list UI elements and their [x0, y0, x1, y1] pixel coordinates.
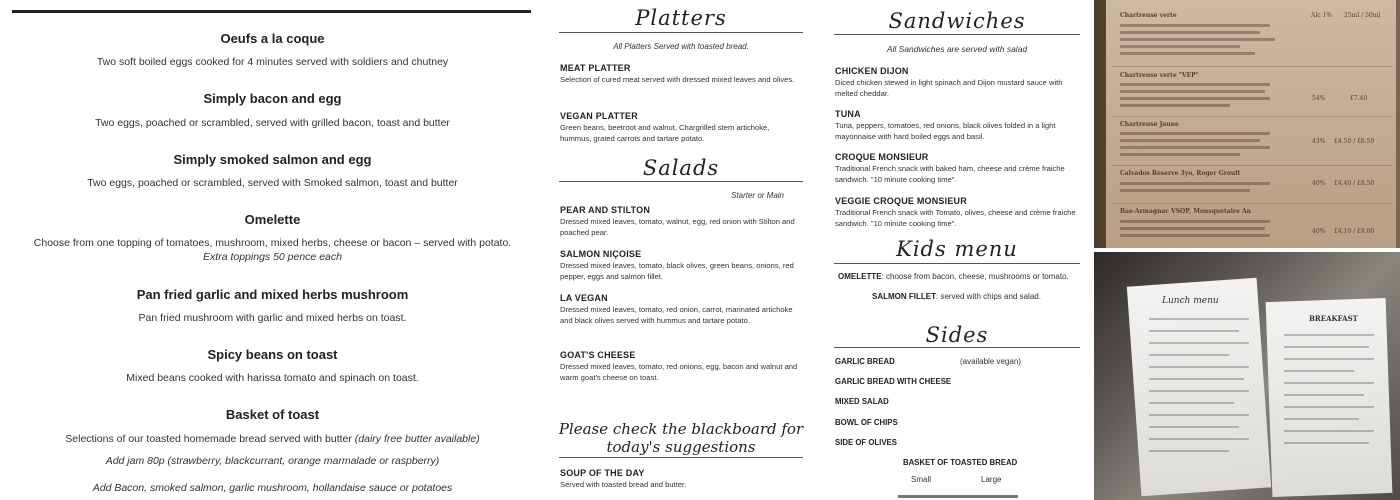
sheet-text-line — [1284, 430, 1374, 432]
sheet-text-line — [1149, 378, 1244, 380]
add-jam-note: Add jam 80p (strawberry, blackcurrant, orange marmalade or raspberry) — [105, 455, 440, 467]
board-row-abv: 40% — [1312, 228, 1326, 235]
section-title: Pan fried garlic and mixed herbs mushroom — [136, 287, 409, 302]
sheet-text-line — [1149, 330, 1239, 332]
divider — [834, 347, 1080, 348]
menu-item — [835, 195, 1079, 229]
board-text-line — [1120, 153, 1240, 156]
sides-title: Sides — [925, 323, 989, 347]
section-desc: Choose from one topping of tomatoes, mushroom, mixed herbs, cheese or bacon – served with potato. — [33, 237, 512, 249]
sheet-text-line — [1284, 334, 1374, 336]
side-item: SIDE OF OLIVES — [835, 438, 897, 447]
board-text-line — [1120, 189, 1250, 192]
item-name: CROQUE MONSIEUR — [835, 152, 929, 162]
board-text-line — [1120, 90, 1265, 93]
breakfast-menu-panel — [0, 0, 545, 500]
sheet-text-line — [1284, 418, 1359, 420]
blackboard-note — [553, 420, 809, 456]
item-desc: Diced chicken stewed in light spinach and Dijon mustard sauce with melted cheddar. — [835, 77, 1063, 98]
vegan-note: (available vegan) — [960, 357, 1021, 366]
board-row-abv: 54% — [1312, 95, 1326, 102]
platters-note: All Platters Served with toasted bread. — [613, 42, 749, 51]
sheet-text-line — [1284, 358, 1374, 360]
board-divider — [1112, 116, 1392, 117]
item-name: VEGAN PLATTER — [560, 111, 638, 121]
board-row-name: Chartreuse verte — [1120, 12, 1177, 19]
blackboard-line: Please check the blackboard for — [558, 420, 804, 438]
board-row-price: £4.10 / £9.00 — [1334, 228, 1375, 235]
board-text-line — [1120, 83, 1270, 86]
sheet-text-line — [1149, 402, 1234, 404]
salads-note: Starter or Main — [731, 191, 784, 200]
section-title: Basket of toast — [225, 407, 320, 422]
kids-salmon-desc: : served with chips and salad. — [936, 292, 1041, 301]
kids-omelette — [838, 272, 1069, 281]
side-item: GARLIC BREAD — [835, 357, 895, 366]
item-name: SALMON NIÇOISE — [560, 249, 642, 259]
board-row-name: Calvados Reserve 3yo, Roger Groult — [1120, 170, 1241, 177]
sheet-text-line — [1284, 406, 1374, 408]
board-row-price: 25ml / 50ml — [1344, 12, 1381, 19]
item-desc: Dressed mixed leaves, tomato, walnut, egg, red onion with Stilton and poached pear. — [560, 216, 795, 237]
board-row-price: £7.40 — [1350, 95, 1368, 102]
side-item: MIXED SALAD — [835, 397, 889, 406]
board-row-name: Chartreuse Jaune — [1120, 121, 1179, 128]
sheet-text-line — [1149, 438, 1249, 440]
board-row-abv: Alc 1% — [1311, 12, 1333, 19]
board-text-line — [1120, 24, 1270, 27]
board-row-price: £4.50 / £6.50 — [1334, 138, 1375, 145]
add-extras-note: Add Bacon, smoked salmon, garlic mushroom, hollandaise sauce or potatoes — [92, 482, 453, 494]
item-desc: Green beans, beetroot and walnut, Chargrilled stem artichoke, hummus, grated carrots and tartare potato. — [560, 122, 770, 143]
sandwiches-title: Sandwiches — [888, 9, 1026, 33]
size-small: Small — [911, 475, 932, 484]
menu-item — [835, 65, 1079, 99]
item-desc: Dressed mixed leaves, tomato, red onion, carrot, marinated artichoke and black olives served with hummus and tartare potato. — [560, 304, 793, 325]
item-name: PEAR AND STILTON — [560, 205, 651, 215]
menu-item — [560, 292, 800, 326]
menu-item — [560, 204, 800, 238]
board-text-line — [1120, 227, 1265, 230]
drinks-board-photo — [1094, 0, 1400, 248]
kids-salmon-label: SALMON FILLET — [872, 292, 936, 301]
board-row-name: Bas-Armagnac VSOP, Monsquetaire An — [1120, 208, 1251, 215]
section-title: Simply bacon and egg — [203, 91, 342, 106]
platters-salads-panel — [553, 0, 809, 500]
basket-toasted-bread: BASKET OF TOASTED BREAD — [903, 458, 1018, 467]
menu-item — [560, 467, 800, 491]
item-name: SOUP OF THE DAY — [560, 468, 645, 478]
section-desc: Two eggs, poached or scrambled, served with grilled bacon, toast and butter — [95, 117, 450, 129]
salads-title: Salads — [642, 156, 720, 180]
menu-item — [560, 62, 800, 86]
divider — [559, 457, 803, 458]
side-item: GARLIC BREAD WITH CHEESE — [835, 377, 952, 386]
section-title: Oeufs a la coque — [220, 31, 325, 46]
item-name: GOAT'S CHEESE — [560, 350, 636, 360]
kids-salmon — [872, 292, 1041, 301]
item-desc: Tuna, peppers, tomatoes, red onions, black olives folded in a light mayonnaise with hard boiled eggs and basil. — [835, 120, 1056, 141]
board-text-line — [1120, 139, 1260, 142]
board-row-price: £4.40 / £8.50 — [1334, 180, 1375, 187]
board-row-abv: 40% — [1312, 180, 1326, 187]
sheet-text-line — [1149, 450, 1229, 452]
item-name: VEGGIE CROQUE MONSIEUR — [835, 196, 967, 206]
sheet-text-line — [1149, 426, 1239, 428]
item-desc: Traditional French snack with baked ham, cheese and crème fraiche sandwich. "10 minute cooking time". — [835, 163, 1065, 184]
dairy-free-note: (dairy free butter available) — [354, 433, 480, 445]
item-name: LA VEGAN — [560, 293, 608, 303]
sheet-text-line — [1149, 354, 1229, 356]
kids-omelette-label: OMELETTE — [838, 272, 882, 281]
sandwiches-kids-sides-panel — [828, 0, 1086, 500]
board-divider — [1112, 66, 1392, 67]
divider — [559, 181, 803, 182]
lunch-menu-label: Lunch menu — [1162, 296, 1219, 306]
board-divider — [1112, 165, 1392, 166]
item-desc: Selection of cured meat served with dressed mixed leaves and olives. — [560, 74, 795, 84]
section-title: Spicy beans on toast — [207, 347, 338, 362]
divider — [559, 32, 803, 33]
menu-item — [835, 108, 1079, 142]
board-text-line — [1120, 104, 1230, 107]
item-desc: Traditional French snack with Tomato, olives, cheese and crème fraiche sandwich. "10 minute cooking time". — [835, 207, 1076, 228]
sheet-text-line — [1284, 346, 1369, 348]
board-text-line — [1120, 52, 1255, 55]
board-row-abv: 43% — [1312, 138, 1326, 145]
item-desc: Served with toasted bread and butter. — [560, 479, 687, 489]
board-text-line — [1120, 146, 1270, 149]
board-divider — [1112, 203, 1392, 204]
item-desc: Dressed mixed leaves, tomato, red onions, egg, bacon and walnut and warm goat's cheese on toast. — [560, 361, 798, 382]
blackboard-line: today's suggestions — [606, 438, 756, 456]
sandwiches-note: All Sandwiches are served with salad — [886, 44, 1028, 54]
section-desc: Two eggs, poached or scrambled, served with Smoked salmon, toast and butter — [87, 177, 458, 189]
board-text-line — [1120, 97, 1270, 100]
board-row-name: Chartreuse verte "VEP" — [1120, 72, 1199, 79]
item-name: MEAT PLATTER — [560, 63, 631, 73]
section-desc: Two soft boiled eggs cooked for 4 minutes served with soldiers and chutney — [96, 56, 449, 68]
section-title: Omelette — [244, 212, 301, 227]
section-desc — [0, 433, 545, 445]
sheet-text-line — [1149, 342, 1249, 344]
board-text-line — [1120, 234, 1270, 237]
sheet-text-line — [1149, 414, 1249, 416]
item-name: TUNA — [835, 109, 861, 119]
menu-item — [560, 349, 800, 383]
section-title: Simply smoked salmon and egg — [173, 152, 372, 167]
menu-item — [560, 248, 800, 282]
basket-desc: Selections of our toasted homemade bread served with butter — [65, 433, 352, 445]
lunch-menu-sheet — [1127, 278, 1271, 497]
breakfast-label: BREAKFAST — [1309, 314, 1358, 323]
board-text-line — [1120, 38, 1275, 41]
menu-item — [560, 110, 800, 144]
board-text-line — [1120, 220, 1270, 223]
sheet-text-line — [1149, 390, 1249, 392]
platters-title: Platters — [635, 6, 727, 30]
item-name: CHICKEN DIJON — [835, 66, 909, 76]
breakfast-menu-sheet — [1266, 298, 1393, 497]
board-text-line — [1120, 132, 1270, 135]
kids-omelette-desc: : choose from bacon, cheese, mushrooms or tomato. — [881, 272, 1069, 281]
size-large: Large — [981, 475, 1002, 484]
window-menu-photo — [1094, 252, 1400, 500]
sheet-text-line — [1149, 366, 1249, 368]
menu-item — [835, 151, 1079, 185]
top-divider — [12, 10, 531, 13]
cut-off-text — [898, 495, 1018, 498]
sheet-text-line — [1149, 318, 1249, 320]
board-text-line — [1120, 31, 1260, 34]
divider — [834, 34, 1080, 35]
sheet-text-line — [1284, 394, 1364, 396]
sheet-text-line — [1284, 442, 1369, 444]
board-text-line — [1120, 45, 1240, 48]
board-text-line — [1120, 182, 1270, 185]
sheet-text-line — [1284, 370, 1354, 372]
kids-title: Kids menu — [896, 237, 1018, 261]
item-desc: Dressed mixed leaves, tomato, black olives, green beans, onions, red pepper, eggs and salmon fillet. — [560, 260, 794, 281]
side-item: BOWL OF CHIPS — [835, 418, 898, 427]
section-desc-extra: Extra toppings 50 pence each — [203, 251, 342, 263]
sheet-text-line — [1284, 382, 1374, 384]
divider — [834, 263, 1080, 264]
section-desc: Pan fried mushroom with garlic and mixed herbs on toast. — [138, 312, 407, 324]
section-desc: Mixed beans cooked with harissa tomato and spinach on toast. — [126, 372, 419, 384]
